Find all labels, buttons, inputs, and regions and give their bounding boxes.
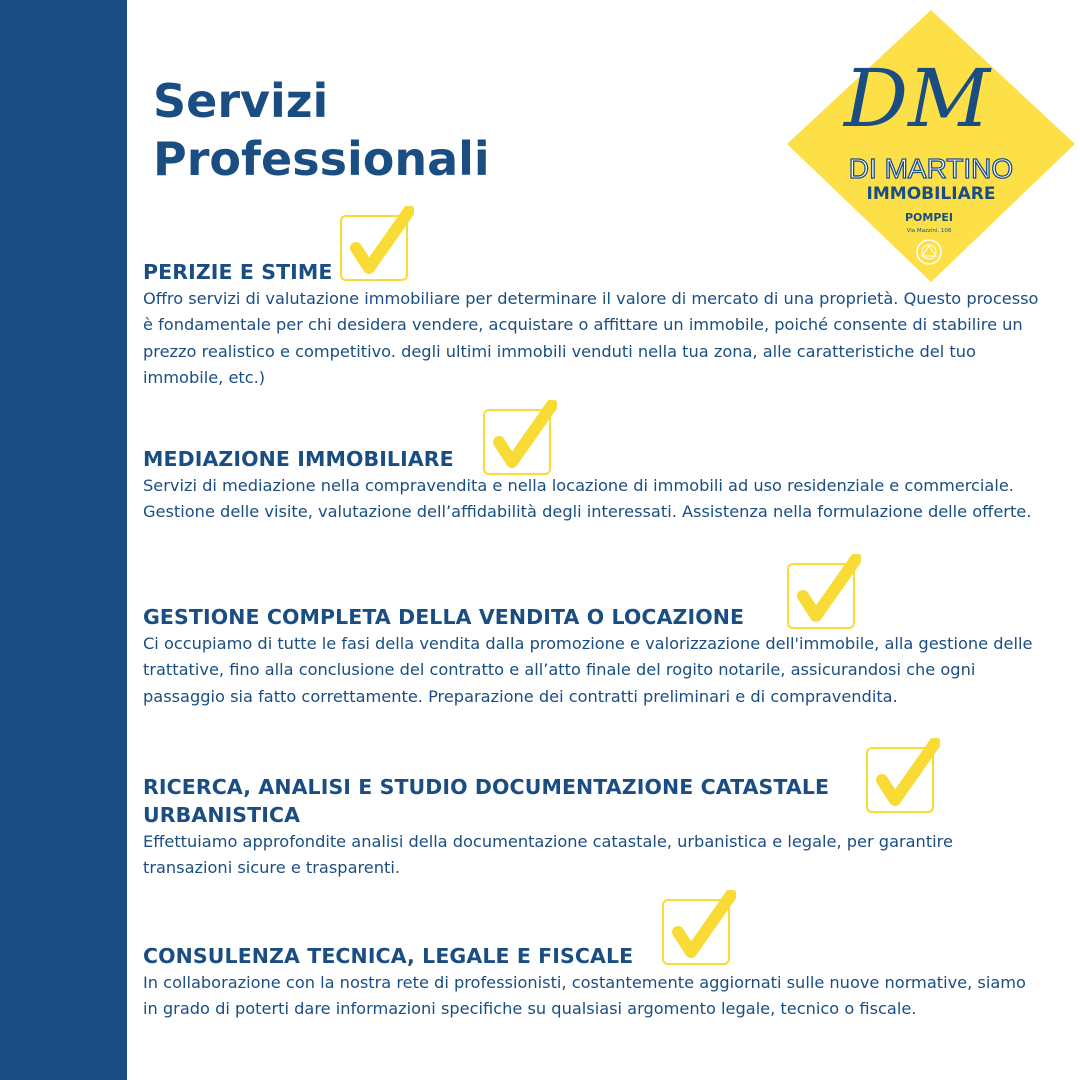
checkbox-checked-icon <box>658 890 736 968</box>
service-section-gestione <box>143 603 1043 710</box>
service-heading: MEDIAZIONE IMMOBILIARE <box>143 447 454 471</box>
company-logo <box>785 8 1077 286</box>
checkbox-checked-icon <box>336 206 414 284</box>
service-description: Effettuiamo approfondite analisi della documentazione catastale, urbanistica e legale, per garantire transazioni sicure e trasparenti. <box>143 832 953 878</box>
page-title <box>153 72 490 188</box>
checkbox-checked-icon <box>783 554 861 632</box>
logo-diamond <box>787 10 1075 282</box>
service-description: In collaborazione con la nostra rete di professionisti, costantemente aggiornati sulle nuove normative, siamo in grado di poterti dare informazioni specifiche su qualsiasi argomento legale, tecnico o fiscale. <box>143 973 1026 1019</box>
logo-address: Via Mazzini, 108 <box>906 228 952 234</box>
service-section-consulenza <box>143 942 1043 1023</box>
logo-city: POMPEI <box>904 211 954 224</box>
sidebar-band <box>0 0 127 1080</box>
service-description: Offro servizi di valutazione immobiliare per determinare il valore di mercato di una proprietà. Questo processo è fondamentale per chi desidera vendere, acquistare o affittare un immobile, poiché consente di stabilire un prezzo realistico e competitivo. degli ultimi immobili venduti nella tua zona, alle caratteristiche del tuo immobile, etc.) <box>143 289 1039 387</box>
service-section-perizie <box>143 258 1043 391</box>
logo-monogram: DM <box>843 52 991 145</box>
service-heading: CONSULENZA TECNICA, LEGALE E FISCALE <box>143 944 634 968</box>
page-title-line-2: Professionali <box>153 132 490 186</box>
logo-name: DI MARTINO <box>848 153 1014 184</box>
checkbox-checked-icon <box>862 738 940 816</box>
checkbox-checked-icon <box>479 400 557 478</box>
service-heading: PERIZIE E STIME <box>143 260 333 284</box>
service-description: Ci occupiamo di tutte le fasi della vendita dalla promozione e valorizzazione dell'immobile, alla gestione delle trattative, fino alla conclusione del contratto e all’atto finale del rogito notarile, assicurandosi che ogni passaggio sia fatto correttamente. Preparazione dei contratti preliminari e di compravendita. <box>143 634 1033 706</box>
service-description: Servizi di mediazione nella compravendita e nella locazione di immobili ad uso residenziale e commerciale. Gestione delle visite, valutazione dell’affidabilità degli interessati. Assistenza nella formulazione delle offerte. <box>143 476 1032 522</box>
service-heading: RICERCA, ANALISI E STUDIO DOCUMENTAZIONE CATASTALE URBANISTICA <box>143 775 830 827</box>
service-heading: GESTIONE COMPLETA DELLA VENDITA O LOCAZIONE <box>143 605 745 629</box>
page-title-line-1: Servizi <box>153 74 329 128</box>
logo-subtitle: IMMOBILIARE <box>866 184 996 204</box>
service-section-mediazione <box>143 445 1043 526</box>
